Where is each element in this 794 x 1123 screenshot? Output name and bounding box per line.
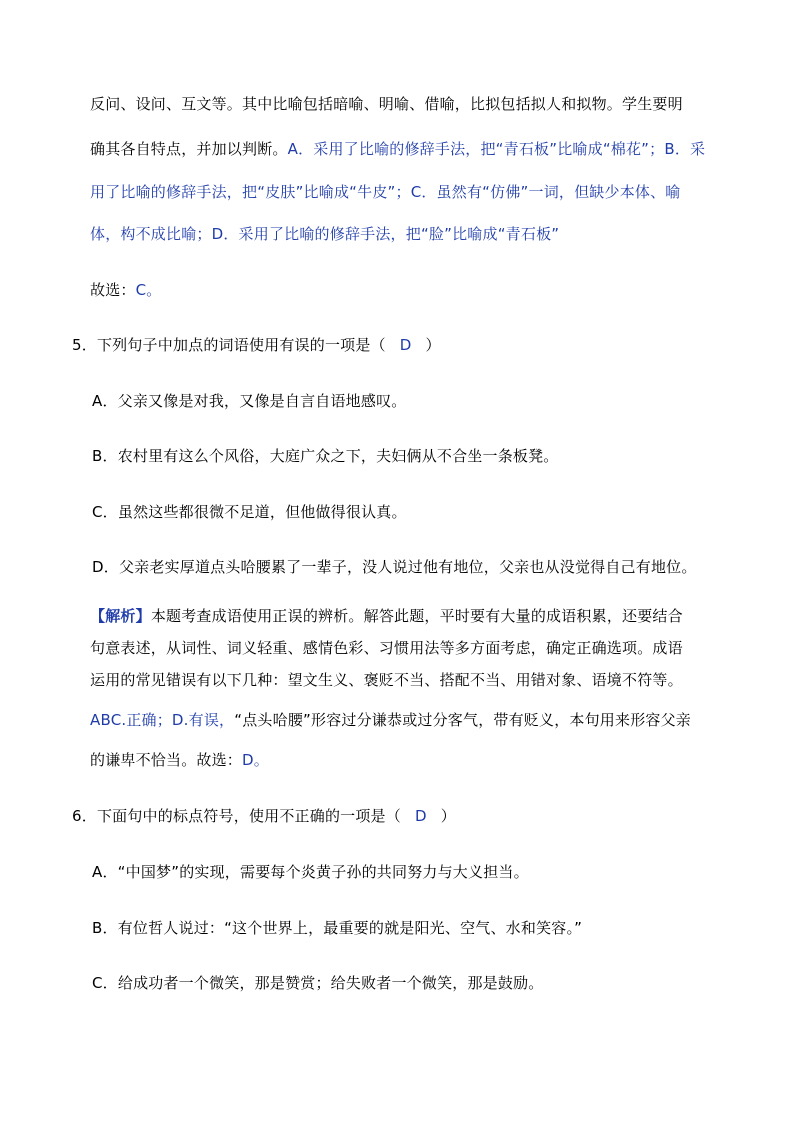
q5-analysis-line-2 bbox=[90, 638, 683, 658]
option-text: A．父亲又像是对我，又像是自言自语地感叹。 bbox=[92, 392, 407, 410]
stem-end: ） bbox=[440, 807, 456, 825]
q5-stem bbox=[72, 335, 441, 355]
q6-option-c bbox=[92, 973, 543, 993]
intro-answer bbox=[90, 280, 161, 300]
q6-stem bbox=[72, 806, 456, 826]
q5-option-d bbox=[92, 557, 697, 577]
option-text: C．虽然这些都很微不足道，但他做得很认真。 bbox=[92, 503, 407, 521]
q5-analysis-line-1 bbox=[90, 606, 683, 626]
question-text: 5．下列句子中加点的词语使用有误的一项是（ bbox=[72, 336, 386, 354]
option-text: D．父亲老实厚道点头哈腰累了一辈子，没人说过他有地位，父亲也从没觉得自己有地位。 bbox=[92, 558, 697, 576]
intro-analysis-text: A．采用了比喻的修辞手法，把“青石板”比喻成“棉花”；B．采 bbox=[287, 140, 706, 158]
analysis-text: 运用的常见错误有以下几种：望文生义、褒贬不当、搭配不当、用错对象、语境不符等。 bbox=[90, 671, 683, 689]
q5-analysis-line-3 bbox=[90, 670, 683, 690]
stem-end: ） bbox=[425, 336, 441, 354]
intro-text: 确其各自特点，并加以判断。 bbox=[90, 140, 288, 158]
q6-option-b bbox=[92, 918, 582, 938]
intro-line-4 bbox=[90, 224, 559, 244]
q5-option-c bbox=[92, 502, 407, 522]
intro-line-2 bbox=[90, 139, 705, 159]
answer-prefix: 故选： bbox=[90, 281, 136, 299]
analysis-answer: D。 bbox=[242, 751, 269, 769]
q5-option-a bbox=[92, 391, 406, 411]
intro-text: 反问、设问、互文等。其中比喻包括暗喻、明喻、借喻，比拟包括拟人和拟物。学生要明 bbox=[90, 95, 683, 113]
intro-analysis-text: C．虽然有“仿佛”一词，但缺少本体、喻 bbox=[410, 183, 681, 201]
q6-answer: D bbox=[414, 807, 427, 825]
q5-analysis-line-5 bbox=[90, 750, 269, 770]
analysis-text: 本题考查成语使用正误的辨析。解答此题，平时要有大量的成语积累，还要结合 bbox=[150, 607, 683, 625]
analysis-text: “点头哈腰”形容过分谦恭或过分客气，带有贬义，本句用来形容父亲 bbox=[234, 711, 691, 729]
analysis-text: ABC.正确；D.有误， bbox=[90, 711, 235, 729]
intro-analysis-text: D．采用了比喻的修辞手法，把“脸”比喻成“青石板” bbox=[211, 225, 560, 243]
option-text: B．农村里有这么个风俗，大庭广众之下，夫妇俩从不合坐一条板凳。 bbox=[92, 447, 559, 465]
question-text: 6．下面句中的标点符号，使用不正确的一项是（ bbox=[72, 807, 401, 825]
q5-option-b bbox=[92, 446, 559, 466]
q5-analysis-line-4 bbox=[90, 710, 691, 730]
intro-line-1 bbox=[90, 94, 683, 114]
option-text: C．给成功者一个微笑，那是赞赏；给失败者一个微笑，那是鼓励。 bbox=[92, 974, 544, 992]
analysis-text: 句意表述，从词性、词义轻重、感情色彩、习惯用法等多方面考虑，确定正确选项。成语 bbox=[90, 639, 683, 657]
q5-answer: D bbox=[399, 336, 412, 354]
analysis-tag: 【解析】 bbox=[90, 607, 151, 625]
intro-analysis-text: 体，构不成比喻； bbox=[90, 225, 212, 243]
option-text: B．有位哲人说过：“这个世界上，最重要的就是阳光、空气、水和笑容。” bbox=[92, 919, 583, 937]
intro-analysis-text: 用了比喻的修辞手法，把“皮肤”比喻成“牛皮”； bbox=[90, 183, 411, 201]
q6-option-a bbox=[92, 862, 529, 882]
option-text: A．“中国梦”的实现，需要每个炎黄子孙的共同努力与大义担当。 bbox=[92, 863, 529, 881]
analysis-text: 的谦卑不恰当。故选： bbox=[90, 751, 243, 769]
answer-value: C。 bbox=[135, 281, 162, 299]
intro-line-3 bbox=[90, 182, 681, 202]
